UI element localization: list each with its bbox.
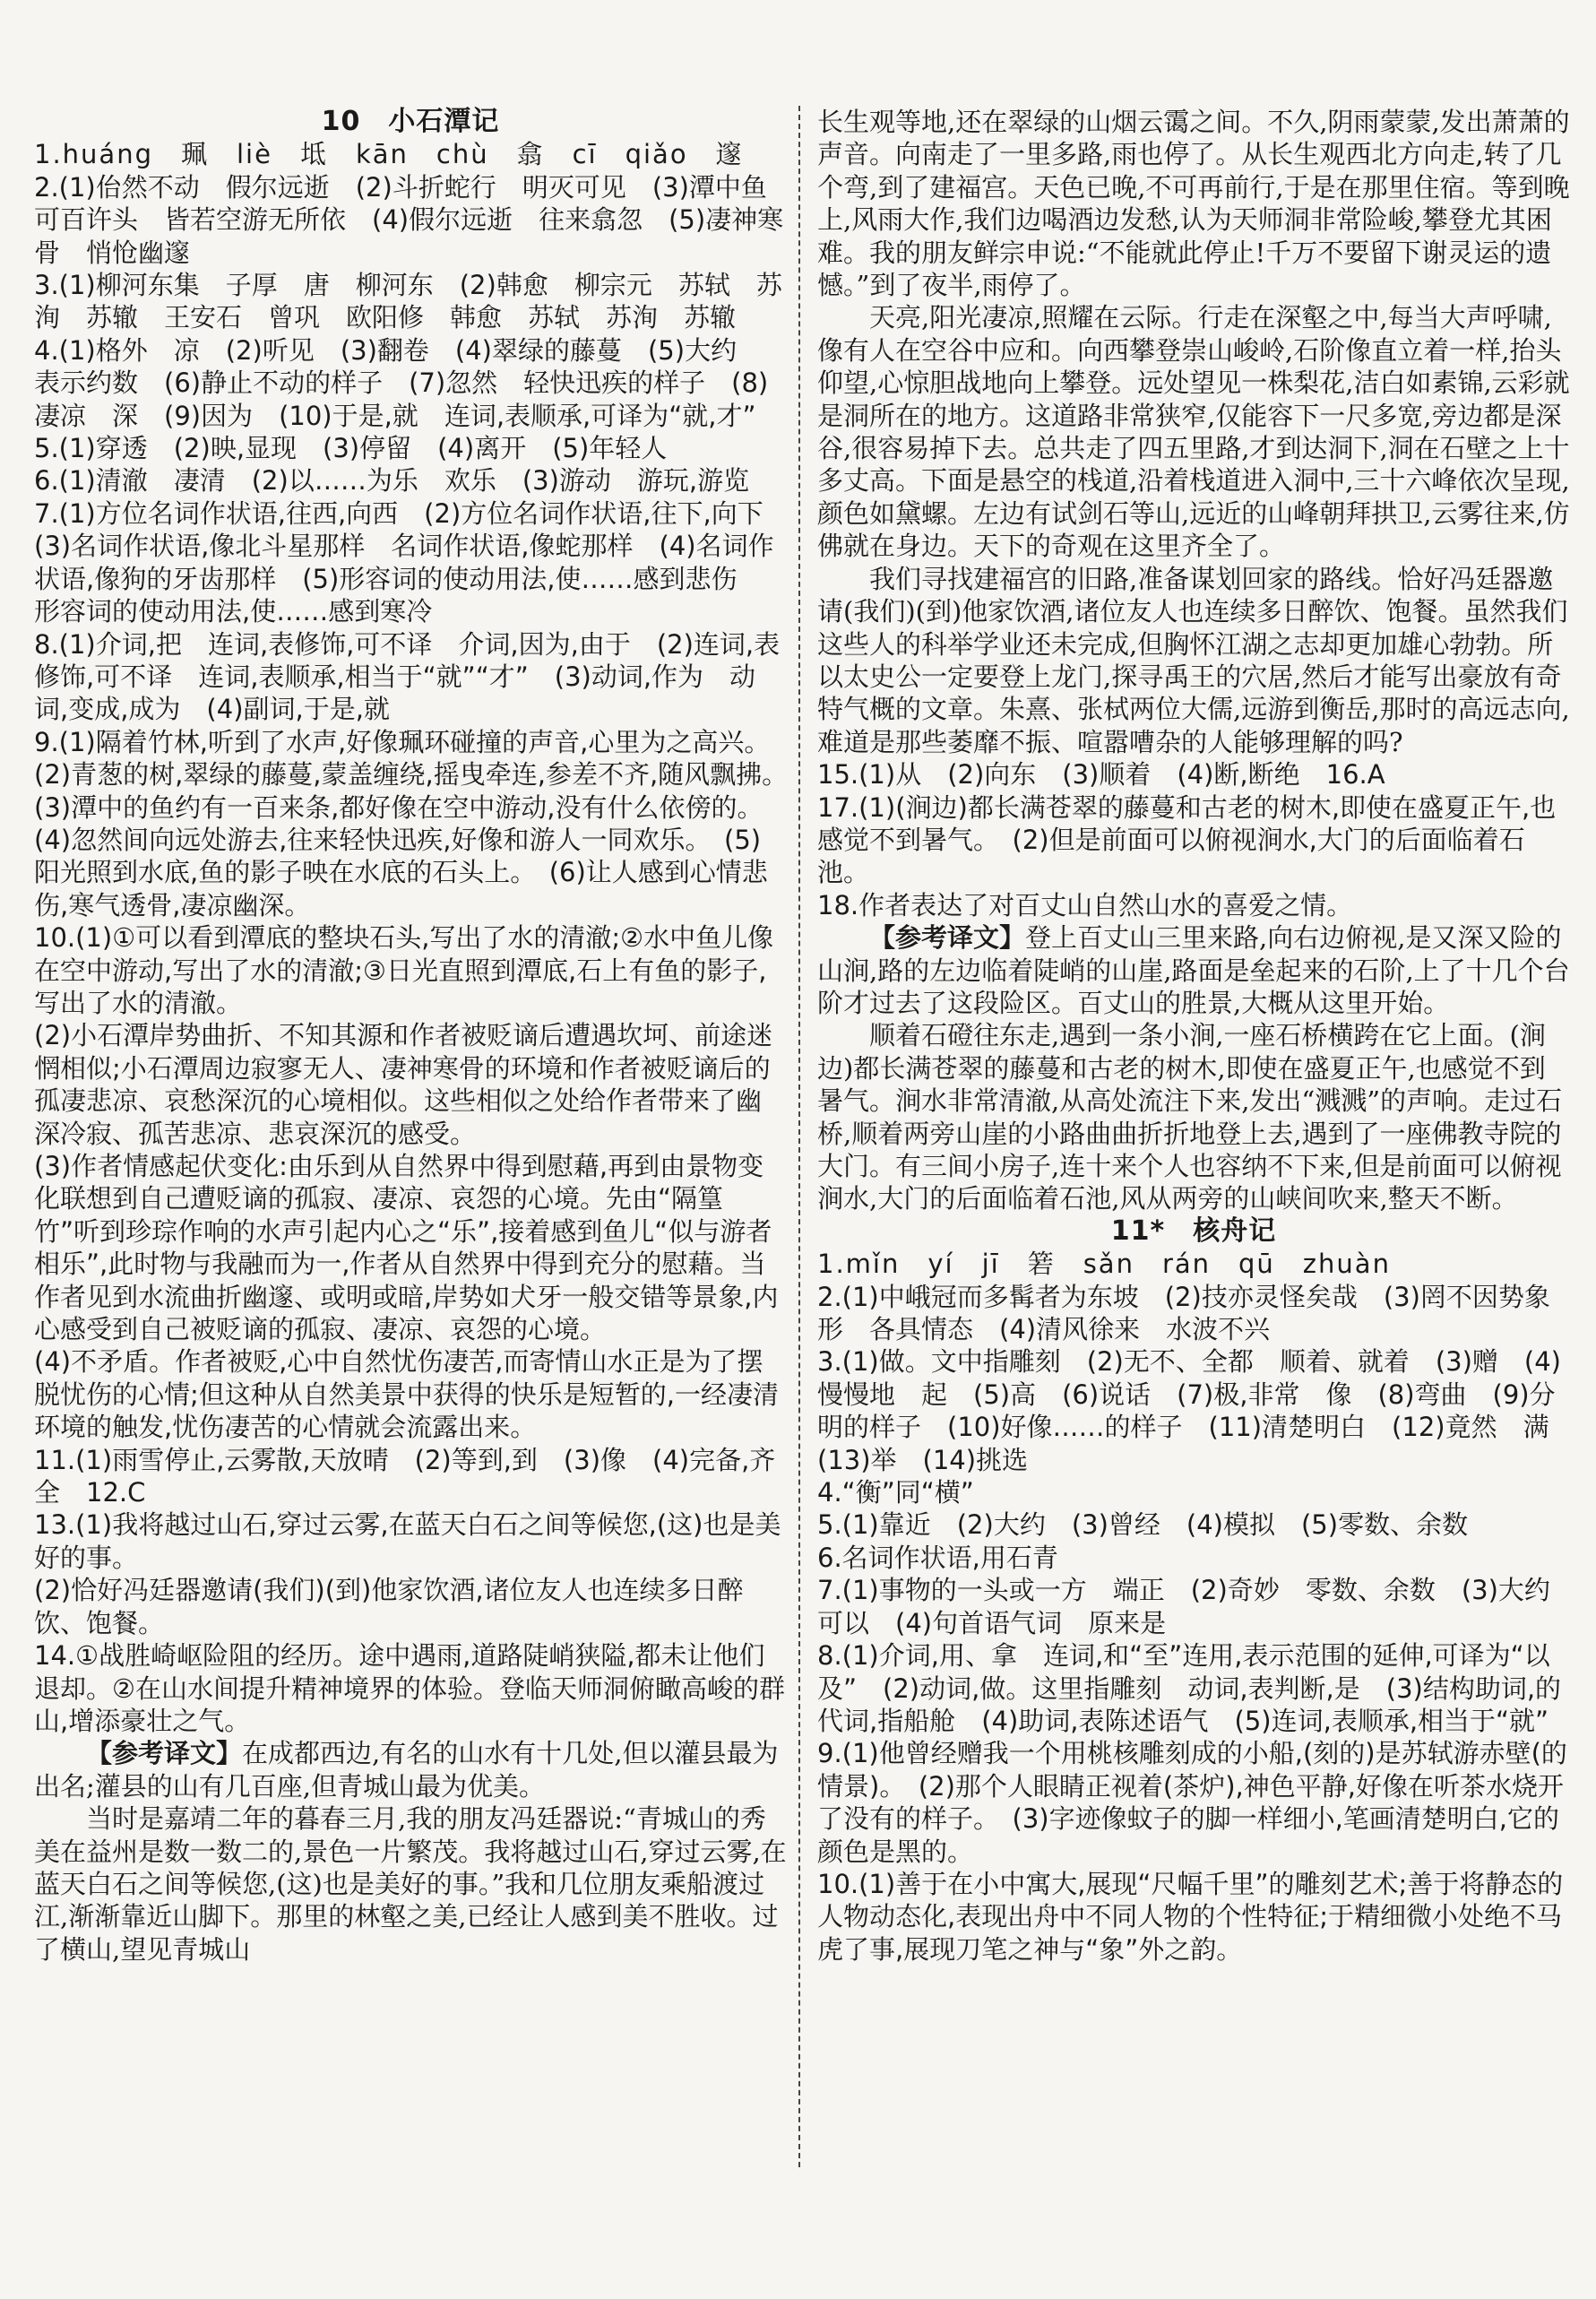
answer-item: 15.(1)从 (2)向东 (3)顺着 (4)断,断绝 16.A (817, 759, 1385, 791)
answer-item: 10.(1)①可以看到潭底的整块石头,写出了水的清澈;②水中鱼儿像在空中游动,写出了水的清澈;③日光直照到潭底,石上有鱼的影子,写出了水的清澈。 (34, 922, 774, 1018)
answer-item: 6.(1)清澈 凄清 (2)以……为乐 欢乐 (3)游动 游玩,游览 (34, 465, 750, 497)
translation-text: 天亮,阳光凄凉,照耀在云际。行走在深壑之中,每当大声呼啸,像有人在空谷中应和。向西攀登崇山峻岭,石阶像直立着一样,抬头仰望,心惊胆战地向上攀登。远处望见一株梨花,洁白如素锦,云彩就是洞所在的地方。这道路非常狭窄,仅能容下一尺多宽,旁边都是深谷,很容易掉下去。总共走了四五里路,才到达洞下,洞在石壁之上十多丈高。下面是悬空的栈道,沿着栈道进入洞中,三十六峰依次呈现,颜色如黛螺。左边有试剑石等山,远近的山峰朝拜拱卫,云雾往来,仿佛就在身边。天下的奇观在这里齐全了。 (817, 302, 1570, 562)
translation-paragraph (817, 301, 1570, 562)
answer-item: 9.(1)他曾经赠我一个用桃核雕刻成的小船,(刻的)是苏轼游赤壁(的情景)。 (2)那个人眼睛正视着(茶炉),神色平静,好像在听茶水烧开了没有的样子。 (3)字迹像蚊子的脚一样细小,笔画清楚明白,它的颜色是黑的。 (817, 1738, 1567, 1867)
translation-paragraph (34, 1802, 787, 1966)
answer-item: 7.(1)事物的一头或一方 端正 (2)奇妙 零数、余数 (3)大约 可以 (4)句首语气词 原来是 (817, 1575, 1576, 1638)
answer-item: 8.(1)介词,把 连词,表修饰,可不译 介词,因为,由于 (2)连词,表修饰,可不译 连词,表顺承,相当于“就”“才” (3)动词,作为 动词,变成,成为 (4)副词,于是,就 (34, 628, 781, 725)
answer-item: 5.(1)靠近 (2)大约 (3)曾经 (4)模拟 (5)零数、余数 (817, 1509, 1469, 1541)
answer-item: 13.(1)我将越过山石,穿过云雾,在蓝天白石之间等候您,(这)也是美好的事。 (34, 1509, 781, 1573)
reference-translation-label: 【参考译文】 (869, 922, 1026, 954)
translation-text: 在成都西边,有名的山水有十几处,但以灌县最为出名;灌县的山有几百座,但青城山最为优美。 (34, 1738, 779, 1802)
answer-item: 4.(1)格外 凉 (2)听见 (3)翻卷 (4)翠绿的藤蔓 (5)大约 表示约数 (6)静止不动的样子 (7)忽然 轻快迅疾的样子 (8)凄凉 深 (9)因为 (10)于是,就 连词,表顺承,可译为“就,才” (34, 334, 769, 431)
translation-paragraph (817, 921, 1570, 1019)
answer-item: (2)小石潭岸势曲折、不知其源和作者被贬谪后遭遇坎坷、前途迷惘相似;小石潭周边寂寥无人、凄神寒骨的环境和作者被贬谪后的孤凄悲凉、哀愁深沉的心境相似。这些相似之处给作者带来了幽深冷寂、孤苦悲凉、悲哀深沉的感受。 (34, 1020, 773, 1149)
answer-item: 6.名词作状语,用石青 (817, 1542, 1058, 1573)
answer-item: 8.(1)介词,用、拿 连词,和“至”连用,表示范围的延伸,可译为“以及” (2)动词,做。这里指雕刻 动词,表判断,是 (3)结构助词,的 代词,指船舱 (4)助词,表陈述语气 (5)连词,表顺承,相当于“就” (817, 1640, 1588, 1736)
answer-item: 14.①战胜崎岖险阻的经历。途中遇雨,道路陡峭狭隘,都未让他们退却。②在山水间提升精神境界的体验。登临天师洞俯瞰高峻的群山,增添豪壮之气。 (34, 1640, 785, 1736)
translation-text: 当时是嘉靖二年的暮春三月,我的朋友冯廷器说:“青城山的秀美在益州是数一数二的,景色一片繁茂。我将越过山石,穿过云雾,在蓝天白石之间等候您,(这)也是美好的事。”我和几位朋友乘船渡过江,渐渐靠近山脚下。那里的林壑之美,已经让人感到美不胜收。过了横山,望见青城山 (34, 1803, 787, 1965)
answer-item: 3.(1)柳河东集 子厚 唐 柳河东 (2)韩愈 柳宗元 苏轼 苏洵 苏辙 王安石 曾巩 欧阳修 韩愈 苏轼 苏洵 苏辙 (34, 270, 782, 333)
column-divider (798, 106, 800, 2167)
answer-item: 10.(1)善于在小中寓大,展现“尺幅千里”的雕刻艺术;善于将静态的人物动态化,表现出舟中不同人物的个性特征;于精细微小处绝不马虎了事,展现刀笔之神与“象”外之韵。 (817, 1868, 1564, 1965)
answer-item: 7.(1)方位名词作状语,往西,向西 (2)方位名词作状语,往下,向下 (3)名词作状语,像北斗星那样 名词作状语,像蛇那样 (4)名词作状语,像狗的牙齿那样 (5)形容词的使动用法,使……感到悲伤 形容词的使动用法,使……感到寒冷 (34, 497, 789, 627)
translation-text: 我们寻找建福宫的旧路,准备谋划回家的路线。恰好冯廷器邀请(我们)(到)他家饮酒,诸位友人也连续多日醉饮、饱餐。虽然我们这些人的科举学业还未完成,但胸怀江湖之志却更加雄心勃勃。所以太史公一定要登上龙门,探寻禹王的穴居,然后才能写出豪放有奇特气概的文章。朱熹、张栻两位大儒,远游到衡岳,那时的高远志向,难道是那些萎靡不振、喧嚣嘈杂的人能够理解的吗? (817, 563, 1570, 757)
answer-item: 17.(1)(涧边)都长满苍翠的藤蔓和古老的树木,即使在盛夏正午,也感觉不到暑气。 (2)但是前面可以俯视涧水,大门的后面临着石池。 (817, 791, 1557, 888)
answer-item: 9.(1)隔着竹林,听到了水声,好像珮环碰撞的声音,心里为之高兴。 (2)青葱的树,翠绿的藤蔓,蒙盖缠绕,摇曳牵连,参差不齐,随风飘拂。 (3)潭中的鱼约有一百来条,都好像在空中游动,没有什么依傍的。 (4)忽然间向远处游去,往来轻快迅疾,好像和游人一同欢乐。 (5)阳光照到水底,鱼的影子映在水底的石头上。 (6)让人感到心情悲伤,寒气透骨,凄凉幽深。 (34, 726, 801, 920)
answer-item: (3)作者情感起伏变化:由乐到从自然界中得到慰藉,再到由景物变化联想到自己遭贬谪的孤寂、凄凉、哀怨的心境。先由“隔篁竹”听到珍琮作响的水声引起内心之“乐”,接着感到鱼儿“似与游者相乐”,此时物与我融而为一,作者从自然界中得到充分的慰藉。当作者见到水流曲折幽邃、或明或暗,岸势如犬牙一般交错等景象,内心感受到自己被贬谪的孤寂、凄凉、哀怨的心境。 (34, 1151, 779, 1345)
right-column (817, 106, 1588, 2239)
answer-item: (4)不矛盾。作者被贬,心中自然忧伤凄苦,而寄情山水正是为了摆脱忧伤的心情;但这种从自然美景中获得的快乐是短暂的,一经凄清环境的触发,忧伤凄苦的心情就会流露出来。 (34, 1346, 779, 1443)
pinyin-answer: 1.mǐn yí jī 箬 sǎn rán qū zhuàn (817, 1249, 1391, 1280)
answer-item: 2.(1)佁然不动 假尔远逝 (2)斗折蛇行 明灭可见 (3)潭中鱼可百许头 皆若空游无所依 (4)假尔远逝 往来翕忽 (5)凄神寒骨 悄怆幽邃 (34, 171, 784, 268)
translation-paragraph (817, 563, 1570, 758)
translation-text: 长生观等地,还在翠绿的山烟云霭之间。不久,阴雨蒙蒙,发出萧萧的声音。向南走了一里多路,雨也停了。从长生观西北方向走,转了几个弯,到了建福宫。天色已晚,不可再前行,于是在那里住宿。等到晚上,风雨大作,我们边喝酒边发愁,认为天师洞非常险峻,攀登尤其困难。我的朋友鲜宗申说:“不能就此停止!千万不要留下谢灵运的遗憾。”到了夜半,雨停了。 (817, 107, 1570, 301)
section-title: 10 小石潭记 (321, 106, 500, 137)
translation-text: 顺着石磴往东走,遇到一条小涧,一座石桥横跨在它上面。(涧边)都长满苍翠的藤蔓和古老的树木,即使在盛夏正午,也感觉不到暑气。涧水非常清澈,从高处流注下来,发出“溅溅”的声响。走过石桥,顺着两旁山崖的小路曲曲折折地登上去,遇到了一座佛教寺院的大门。有三间小房子,连十来个人也容纳不下来,但是前面可以俯视涧水,大门的后面临着石池,风从两旁的山峡间吹来,整天不断。 (817, 1020, 1563, 1214)
left-column (34, 106, 801, 2239)
section-title: 11* 核舟记 (1110, 1214, 1277, 1247)
answer-item: (2)恰好冯廷器邀请(我们)(到)他家饮酒,诸位友人也连续多日醉饮、饱餐。 (34, 1575, 744, 1638)
translation-paragraph (34, 1737, 787, 1802)
answer-item: 3.(1)做。文中指雕刻 (2)无不、全都 顺着、就着 (3)赠 (4)慢慢地 起 (5)高 (6)说话 (7)极,非常 像 (8)弯曲 (9)分明的样子 (10)好像……的样子 (11)清楚明白 (12)竟然 满 (13)举 (14)挑选 (817, 1346, 1575, 1475)
answer-item: 2.(1)中峨冠而多髯者为东坡 (2)技亦灵怪矣哉 (3)罔不因势象形 各具情态 (4)清风徐来 水波不兴 (817, 1281, 1550, 1345)
translation-paragraph (817, 106, 1570, 301)
translation-text: 登上百丈山三里来路,向右边俯视,是又深又险的山涧,路的左边临着陡峭的山崖,路面是垒起来的石阶,上了十几个台阶才过去了这段险区。百丈山的胜景,大概从这里开始。 (817, 922, 1570, 1018)
answer-item: 18.作者表达了对百丈山自然山水的喜爱之情。 (817, 889, 1353, 920)
pinyin-answer: 1.huáng 珮 liè 坻 kān chù 翕 cī qiǎo 邃 (34, 139, 744, 170)
answer-item: 5.(1)穿透 (2)映,显现 (3)停留 (4)离开 (5)年轻人 (34, 433, 668, 464)
answer-item: 11.(1)雨雪停止,云雾散,天放晴 (2)等到,到 (3)像 (4)完备,齐全 12.C (34, 1444, 776, 1508)
reference-translation-label: 【参考译文】 (86, 1738, 243, 1769)
answer-item: 4.“衡”同“横” (817, 1477, 974, 1508)
translation-paragraph (817, 1019, 1570, 1214)
